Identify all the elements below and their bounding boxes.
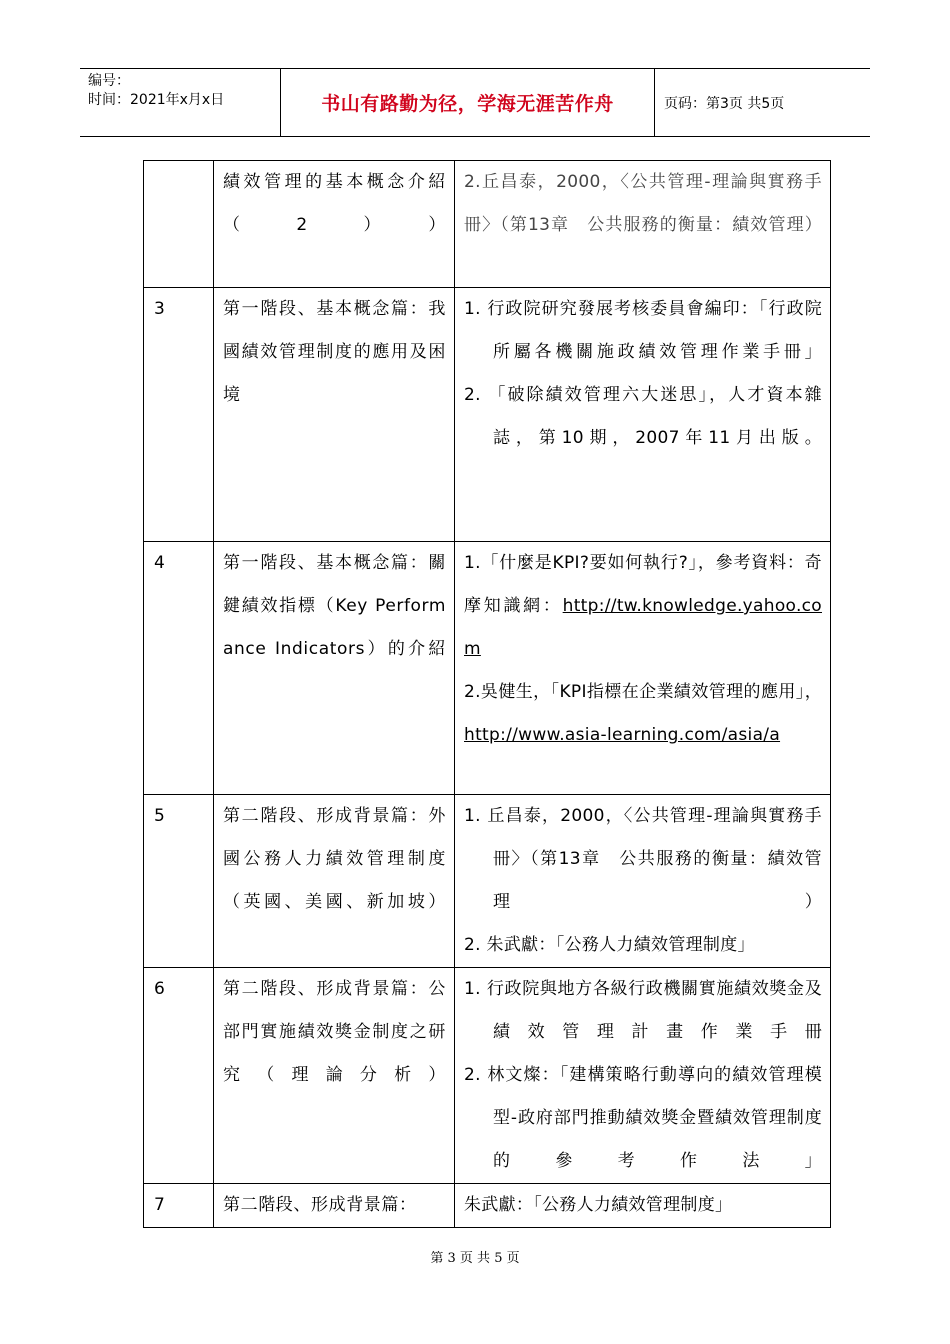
- row-topic: 績效管理的基本概念介紹（2））: [214, 161, 455, 288]
- row-topic: 第二階段、形成背景篇：公部門實施績效獎金制度之研究（理論分析）: [214, 968, 455, 1184]
- row-number: 3: [144, 288, 214, 542]
- table-row: [144, 795, 831, 968]
- row-topic: 第二階段、形成背景篇：外國公務人力績效管理制度（英國、美國、新加坡）: [214, 795, 455, 968]
- reference-item: 2. 朱武獻：「公務人力績效管理制度」: [464, 935, 755, 955]
- header-motto-cell: [280, 69, 655, 136]
- reference-item: 1. 行政院研究發展考核委員會編印：「行政院所屬各機關施政績效管理作業手冊」: [464, 299, 822, 362]
- time-label: 时间：2021年x月x日: [88, 92, 225, 108]
- header-meta: [80, 69, 280, 136]
- course-table: [143, 160, 831, 1228]
- header-page-cell: [654, 69, 870, 136]
- row-references: [455, 288, 831, 542]
- table-row: [144, 288, 831, 542]
- reference-item: 1. 行政院與地方各級行政機關實施績效獎金及績效管理計畫作業手冊: [464, 979, 822, 1042]
- knowledge-link[interactable]: http://tw.knowledge.yahoo.com: [464, 596, 822, 659]
- page-footer: 第 3 页 共 5 页: [430, 1251, 520, 1266]
- table-row: [144, 542, 831, 795]
- table-row: [144, 1184, 831, 1228]
- page-number-label: 页码：第3页 共5页: [664, 95, 785, 112]
- reference-item: 2. 林文燦：「建構策略行動導向的績效管理模型-政府部門推動績效獎金暨績效管理制度的參考作法」: [464, 1065, 822, 1171]
- row-references: [455, 161, 831, 288]
- row-number: 4: [144, 542, 214, 795]
- row-references: [455, 542, 831, 795]
- row-references: [455, 795, 831, 968]
- reference-item: 2.丘昌泰，2000，〈公共管理-理論與實務手冊〉（第13章 公共服務的衡量：績效管理）: [464, 172, 822, 235]
- table-row: [144, 161, 831, 288]
- table-row: [144, 968, 831, 1184]
- asia-learning-link[interactable]: http://www.asia-learning.com/asia/a: [464, 725, 781, 745]
- row-number: 6: [144, 968, 214, 1184]
- reference-item: 1.「什麼是KPI?要如何執行?」，參考資料：奇摩知識網：http://tw.knowledge.yahoo.com: [464, 553, 822, 659]
- serial-label: 编号：: [88, 73, 130, 89]
- row-number: 5: [144, 795, 214, 968]
- row-number: [144, 161, 214, 288]
- reference-item: 2.吳健生，「KPI指標在企業績效管理的應用」，http://www.asia-learning.com/asia/a: [464, 682, 822, 745]
- row-topic: 第二階段、形成背景篇：: [214, 1184, 455, 1228]
- row-references: [455, 968, 831, 1184]
- row-number: 7: [144, 1184, 214, 1228]
- motto: 书山有路勤为径，学海无涯苦作舟: [321, 93, 614, 115]
- row-topic: 第一階段、基本概念篇：我國績效管理制度的應用及困境: [214, 288, 455, 542]
- row-topic: 第一階段、基本概念篇：關鍵績效指標（Key Performance Indicators）的介紹: [214, 542, 455, 795]
- row-references: [455, 1184, 831, 1228]
- page-header: [80, 68, 870, 137]
- reference-item: 1. 丘昌泰，2000，〈公共管理-理論與實務手冊〉（第13章 公共服務的衡量：績效管理）: [464, 806, 822, 912]
- reference-item: 朱武獻：「公務人力績效管理制度」: [464, 1195, 733, 1215]
- reference-item: 2. 「破除績效管理六大迷思」，人才資本雜誌，第10期，2007年11月出版。: [464, 385, 822, 448]
